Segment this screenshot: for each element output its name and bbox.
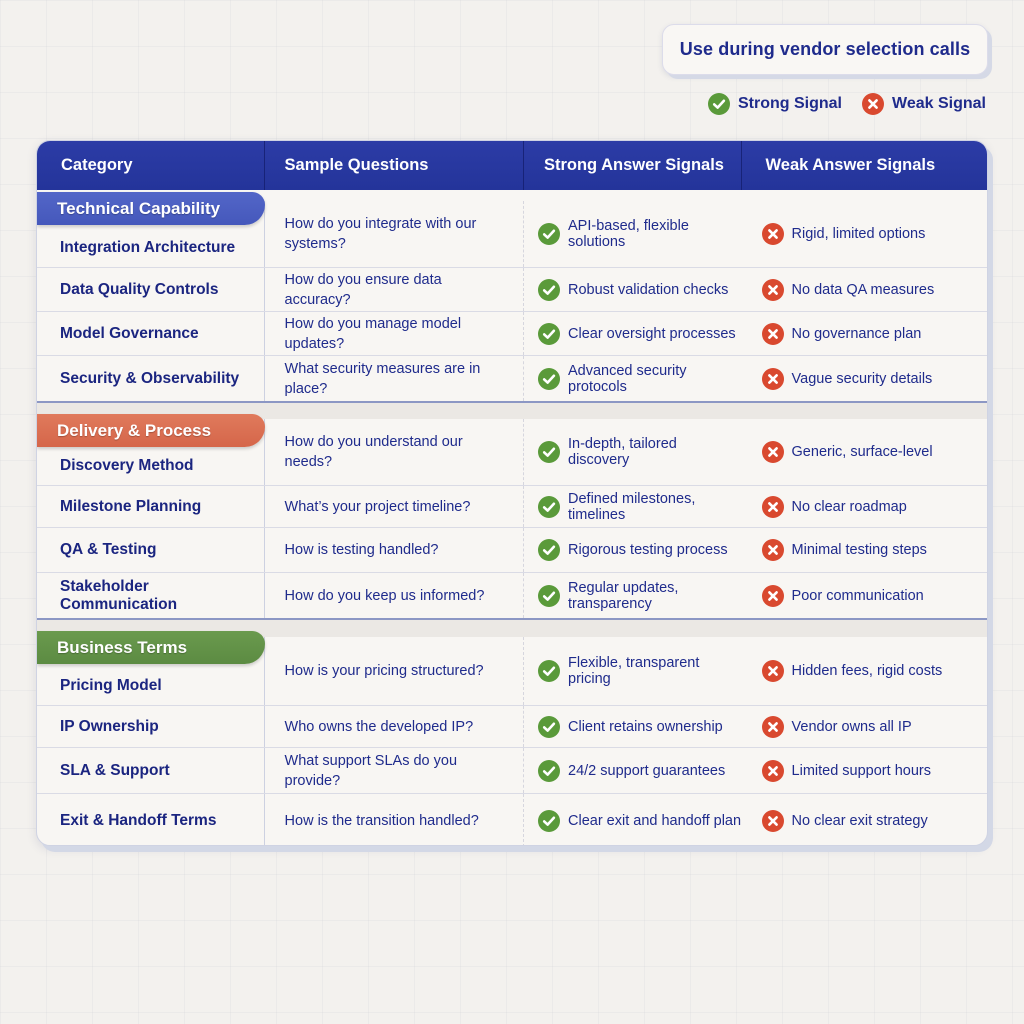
x-circle-icon xyxy=(762,660,784,682)
category-cell: Discovery Method xyxy=(37,419,265,485)
weak-signal-cell xyxy=(742,419,987,485)
question-cell: What’s your project timeline? xyxy=(265,486,524,527)
header-weak-signals: Weak Answer Signals xyxy=(765,156,936,174)
category-cell: Pricing Model xyxy=(37,637,265,705)
legend-weak xyxy=(862,93,986,115)
strong-signal-text: 24/2 support guarantees xyxy=(568,762,726,779)
x-circle-icon xyxy=(762,223,784,245)
check-circle-icon xyxy=(538,441,560,463)
weak-signal-text: Rigid, limited options xyxy=(791,226,926,242)
strong-signal-text: In-depth, tailored discovery xyxy=(568,436,677,468)
strong-signal-cell xyxy=(524,201,742,267)
weak-signal-cell xyxy=(742,706,987,747)
category-cell: Milestone Planning xyxy=(37,486,265,527)
check-circle-icon xyxy=(538,223,560,245)
check-circle-icon xyxy=(538,539,560,561)
weak-signal-text: Minimal testing steps xyxy=(791,542,927,558)
legend-strong xyxy=(708,93,842,115)
legend xyxy=(708,92,986,116)
strong-signal-cell xyxy=(524,706,742,747)
weak-signal-cell xyxy=(742,573,987,618)
x-circle-icon xyxy=(762,585,784,607)
question-cell: How is the transition handled? xyxy=(265,794,524,846)
weak-signal-text: No clear roadmap xyxy=(791,498,907,515)
weak-signal-text: No data QA measures xyxy=(791,281,935,298)
table-row xyxy=(37,572,987,618)
category-cell: Security & Observability xyxy=(37,356,265,401)
x-circle-icon xyxy=(762,539,784,561)
weak-signal-cell xyxy=(742,201,987,267)
x-circle-icon xyxy=(762,368,784,390)
strong-signal-text: Rigorous testing process xyxy=(568,542,728,558)
strong-signal-text: Clear exit and handoff plan xyxy=(568,812,742,829)
question-cell: How do you manage model updates? xyxy=(265,312,524,355)
table-row xyxy=(37,485,987,527)
weak-signal-cell xyxy=(742,268,987,311)
question-cell: How do you keep us informed? xyxy=(265,573,524,618)
x-circle-icon xyxy=(762,323,784,345)
weak-signal-text: Generic, surface-level xyxy=(791,444,933,460)
weak-signal-text: Poor communication xyxy=(791,587,924,604)
table-row xyxy=(37,793,987,846)
usage-callout xyxy=(662,24,988,75)
strong-signal-cell xyxy=(524,573,742,618)
x-circle-icon xyxy=(762,716,784,738)
header-sample-questions: Sample Questions xyxy=(265,141,524,190)
weak-signal-cell xyxy=(742,486,987,527)
strong-signal-cell xyxy=(524,419,742,485)
strong-signal-text: Client retains ownership xyxy=(568,718,723,735)
table-row xyxy=(37,527,987,572)
question-cell: How do you ensure data accuracy? xyxy=(265,268,524,311)
header-strong-signals: Strong Answer Signals xyxy=(524,141,742,190)
strong-signal-cell xyxy=(524,486,742,527)
check-circle-icon xyxy=(538,760,560,782)
check-circle-icon xyxy=(538,660,560,682)
strong-signal-cell xyxy=(524,312,742,355)
x-circle-icon xyxy=(762,810,784,832)
strong-signal-cell xyxy=(524,748,742,793)
weak-signal-text: No clear exit strategy xyxy=(791,812,928,829)
section-label-business-terms: Business Terms xyxy=(37,631,265,664)
weak-signal-cell xyxy=(742,637,987,705)
table-row xyxy=(37,355,987,401)
weak-signal-cell xyxy=(742,794,987,846)
strong-signal-text: Flexible, transparent pricing xyxy=(568,655,700,687)
check-circle-icon xyxy=(538,279,560,301)
weak-signal-text: Vague security details xyxy=(791,370,933,387)
x-circle-icon xyxy=(762,760,784,782)
check-circle-icon xyxy=(538,810,560,832)
weak-signal-text: No governance plan xyxy=(791,325,922,342)
table-row xyxy=(37,267,987,311)
question-cell: How is testing handled? xyxy=(265,528,524,572)
check-circle-icon xyxy=(538,323,560,345)
header-category: Category xyxy=(37,141,265,190)
table-row xyxy=(37,747,987,793)
check-circle-icon xyxy=(538,368,560,390)
table-row xyxy=(37,311,987,355)
strong-signal-cell xyxy=(524,637,742,705)
strong-signal-cell xyxy=(524,528,742,572)
strong-signal-text: Advanced security protocols xyxy=(568,362,687,395)
strong-signal-text: Defined milestones, timelines xyxy=(568,490,696,523)
category-cell: QA & Testing xyxy=(37,528,265,572)
check-circle-icon xyxy=(538,585,560,607)
weak-signal-cell xyxy=(742,748,987,793)
question-cell: How do you understand our needs? xyxy=(265,419,524,485)
weak-signal-text: Limited support hours xyxy=(791,762,931,779)
category-cell: Exit & Handoff Terms xyxy=(37,794,265,846)
x-circle-icon xyxy=(762,441,784,463)
weak-signal-cell xyxy=(742,312,987,355)
weak-signal-text: Vendor owns all IP xyxy=(791,718,912,735)
weak-signal-cell xyxy=(742,528,987,572)
category-cell: Stakeholder Communication xyxy=(37,573,265,618)
category-cell: Data Quality Controls xyxy=(37,268,265,311)
table-row xyxy=(37,705,987,747)
strong-signal-cell xyxy=(524,356,742,401)
strong-signal-text: Robust validation checks xyxy=(568,281,729,298)
strong-signal-text: Clear oversight processes xyxy=(568,325,736,342)
question-cell: What security measures are in place? xyxy=(265,356,524,401)
category-cell: Integration Architecture xyxy=(37,201,265,267)
section-label-technical-capability: Technical Capability xyxy=(37,192,265,225)
question-cell: How do you integrate with our systems? xyxy=(265,201,524,267)
category-cell: IP Ownership xyxy=(37,706,265,747)
legend-weak-label: Weak Signal xyxy=(892,95,986,112)
weak-signal-cell xyxy=(742,356,987,401)
question-cell: Who owns the developed IP? xyxy=(265,706,524,747)
question-cell: What support SLAs do you provide? xyxy=(265,748,524,793)
check-circle-icon xyxy=(538,716,560,738)
check-circle-icon xyxy=(538,496,560,518)
question-cell: How is your pricing structured? xyxy=(265,637,524,705)
legend-strong-label: Strong Signal xyxy=(738,95,842,112)
strong-signal-cell xyxy=(524,268,742,311)
table-header xyxy=(37,141,987,190)
strong-signal-cell xyxy=(524,794,742,846)
vendor-evaluation-table xyxy=(36,140,988,846)
weak-signal-text: Hidden fees, rigid costs xyxy=(791,663,943,679)
category-cell: SLA & Support xyxy=(37,748,265,793)
x-circle-icon xyxy=(762,279,784,301)
strong-signal-text: Regular updates, transparency xyxy=(568,579,679,612)
x-circle-icon xyxy=(862,93,884,115)
section-label-delivery-process: Delivery & Process xyxy=(37,414,265,447)
category-cell: Model Governance xyxy=(37,312,265,355)
usage-callout-text: Use during vendor selection calls xyxy=(679,39,971,59)
x-circle-icon xyxy=(762,496,784,518)
strong-signal-text: API-based, flexible solutions xyxy=(568,218,689,250)
check-circle-icon xyxy=(708,93,730,115)
